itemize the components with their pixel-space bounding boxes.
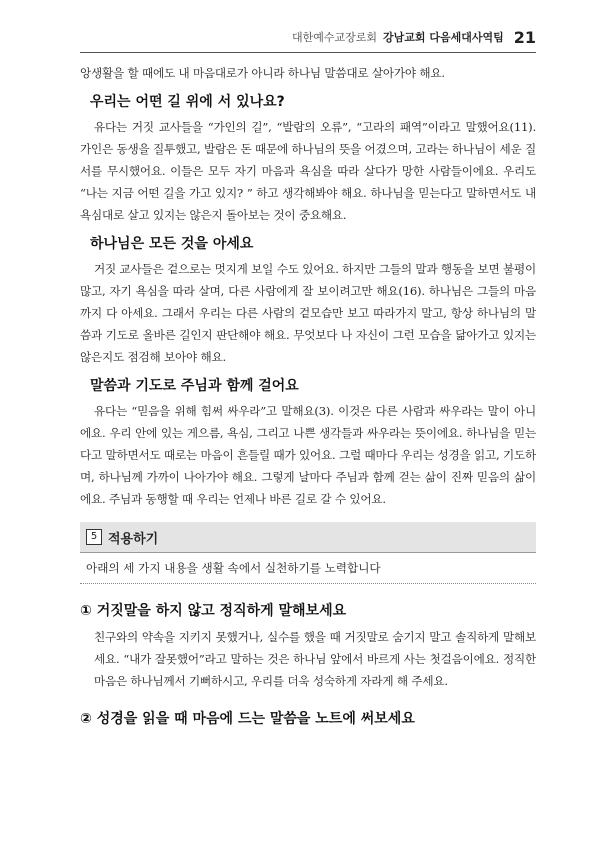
apply-item-title: ② 성경을 읽을 때 마음에 드는 말씀을 노트에 써보세요 (80, 711, 415, 727)
section-text: 유다는 “믿음을 위해 힘써 싸우라”고 말해요(3). 이것은 다른 사람과 싸우라는 말이 아니에요. 우리 안에 있는 게으름, 욕심, 그리고 나쁜 생각들과 싸우라는 뜻이에요. 하나님을 믿는다고 말하면서도 때로는 마음이 흔들릴 때가 있어요. 그럴 때마다 우리는 성경을 읽고, 기도하며, 하나님께 가까이 나아가야 해요. 그렇게 날마다 주님과 함께 걷는 삶이 진짜 믿음의 삶이에요. 주님과 동행할 때 우리는 언제나 바른 길로 갈 수 있어요. (80, 404, 536, 506)
apply-item-text: 친구와의 약속을 지키지 못했거나, 실수를 했을 때 거짓말로 숨기지 말고 솔직하게 말해보세요. “내가 잘못했어”라고 말하는 것은 하나님 앞에서 바르게 사는 첫걸음이에요. 정직한 마음은 하나님께서 기뻐하시고, 우리를 더욱 성숙하게 자라게 해 주세요. (94, 630, 536, 688)
section-heading: 하나님은 모든 것을 아세요 (90, 236, 254, 252)
apply-intro: 아래의 세 가지 내용을 생활 속에서 실천하기를 노력합니다 (80, 553, 536, 584)
apply-title: 적용하기 (108, 531, 159, 547)
apply-number-badge: 5 (86, 529, 102, 545)
page-header (80, 22, 536, 53)
intro-line: 앙생활을 할 때에도 내 마음대로가 아니라 하나님 말씀대로 살아가야 해요. (80, 66, 445, 80)
section-heading: 우리는 어떤 길 위에 서 있나요? (90, 94, 285, 110)
apply-item-title: ① 거짓말을 하지 않고 정직하게 말해보세요 (80, 603, 347, 619)
section-heading: 말씀과 기도로 주님과 함께 걸어요 (90, 378, 299, 394)
page-body (80, 62, 536, 734)
header-church: 강남교회 다음세대사역팀 (383, 31, 504, 44)
section-text: 거짓 교사들은 겉으로는 멋지게 보일 수도 있어요. 하지만 그들의 말과 행동을 보면 불평이 많고, 자기 욕심을 따라 살며, 다른 사람에게 잘 보이려고만 해요(16). 하나님은 그들의 마음까지 다 아세요. 그래서 우리는 다른 사람의 겉모습만 보고 따라가지 말고, 항상 하나님의 말씀과 기도로 올바른 길인지 판단해야 해요. 무엇보다 나 자신이 그런 모습을 닮아가고 있지는 않은지도 점검해 보아야 해요. (80, 262, 536, 364)
header-org: 대한예수교장로회 (292, 31, 378, 44)
section-text: 유다는 거짓 교사들을 “가인의 길”, “발람의 오류”, “고라의 패역”이라고 말했어요(11). 가인은 동생을 질투했고, 발람은 돈 때문에 하나님의 뜻을 어겼으며, 고라는 하나님이 세운 질서를 무시했어요. 이들은 모두 자기 마음과 욕심을 따라 살다가 망한 사람들이에요. 우리도 “나는 지금 어떤 길을 가고 있지? ” 하고 생각해봐야 해요. 하나님을 믿는다고 말하면서도 내 욕심대로 살고 있지는 않은지 돌아보는 것이 중요해요. (80, 120, 536, 222)
page-number: 21 (513, 27, 536, 47)
apply-section-header (80, 522, 536, 553)
